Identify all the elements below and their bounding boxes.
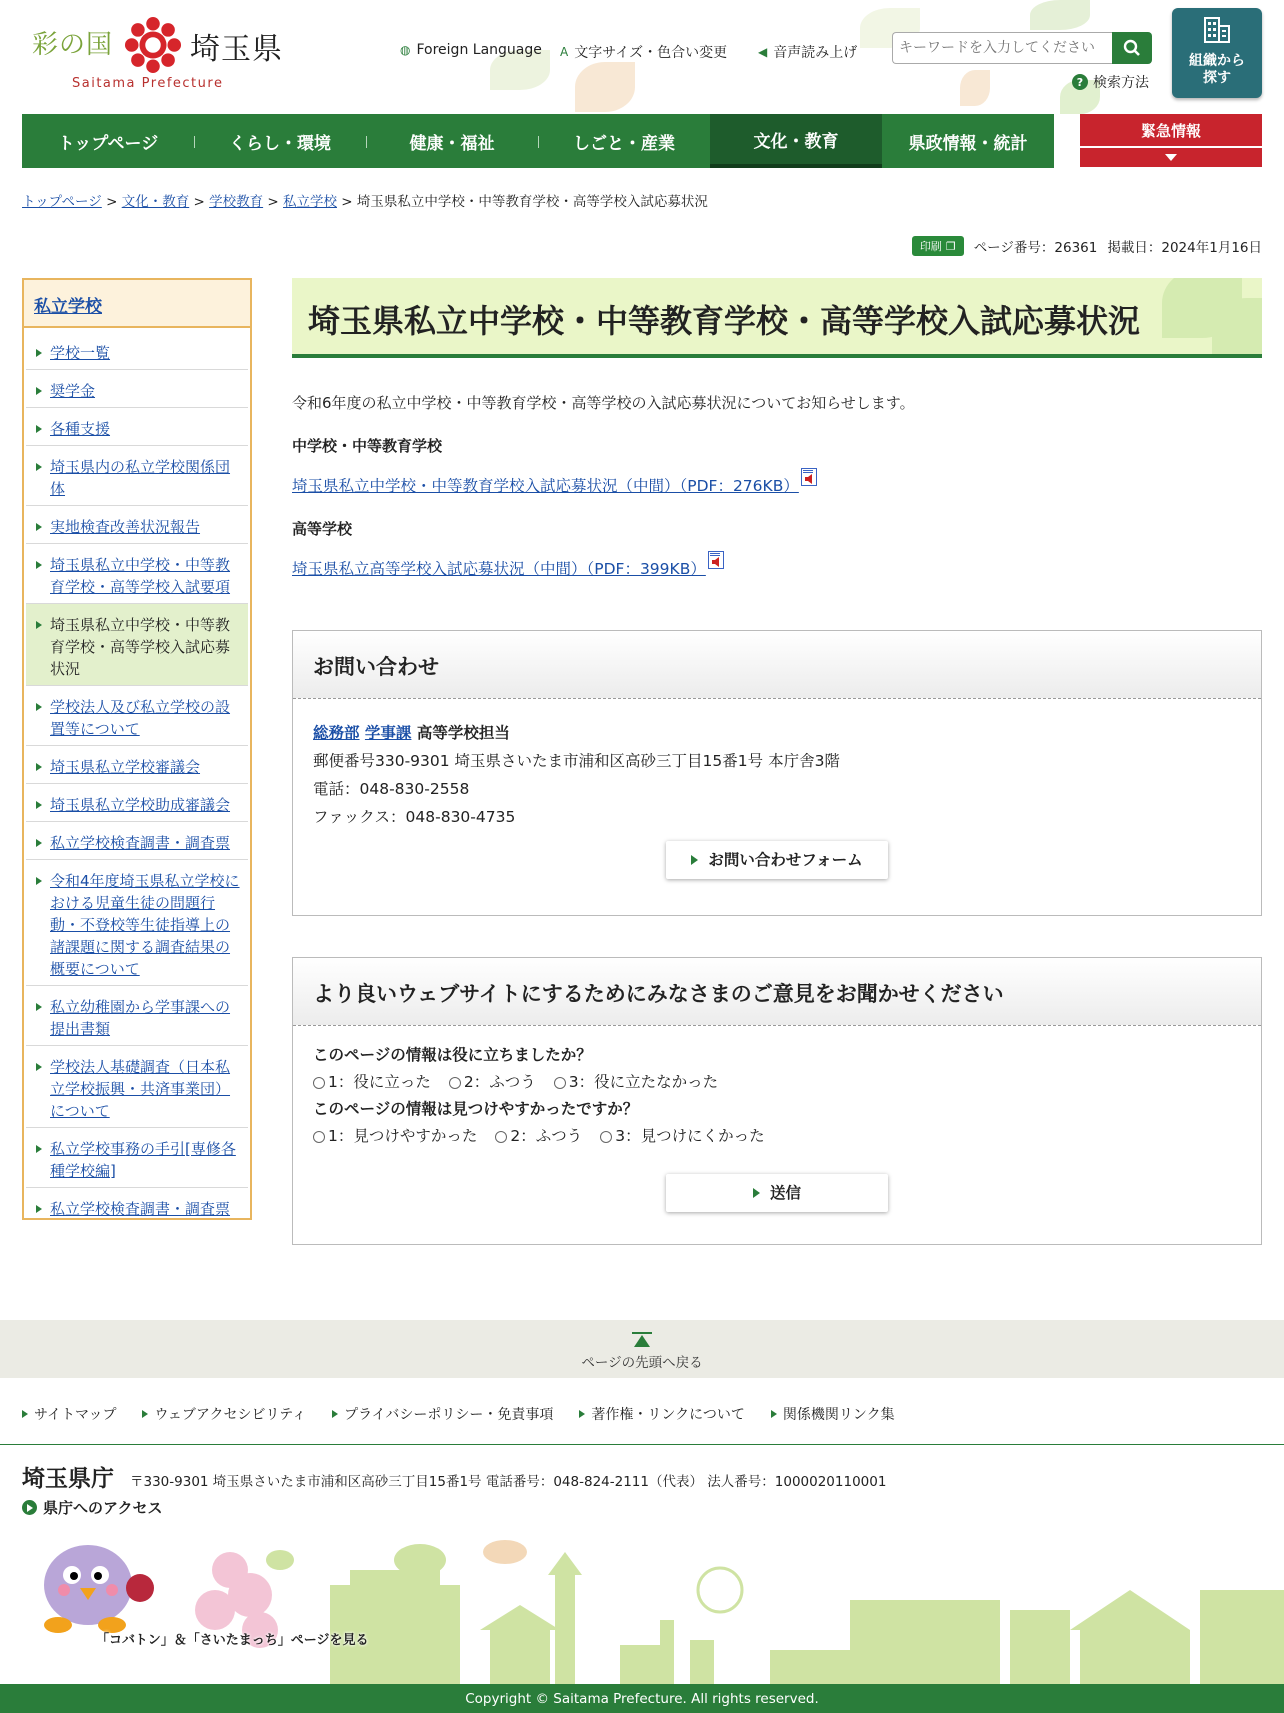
footer-link[interactable] [142,1404,306,1424]
sidebar-item[interactable] [26,686,248,746]
footer-links [22,1404,895,1424]
footer-link-label: 関係機関リンク集 [782,1407,895,1423]
sidebar-item-label: 埼玉県私立中学校・中等教育学校・高等学校入試応募状況 [50,616,231,678]
sidebar-item-current [26,604,248,686]
sidebar-item-label[interactable]: 埼玉県内の私立学校関係団体 [50,458,231,498]
logo-text-english: Saitama Prefecture [72,76,224,91]
nav-health[interactable]: 健康・福祉 [366,114,538,168]
feedback-question-1: このページの情報は役に立ちましたか？ [313,1046,592,1064]
radio-option[interactable] [313,1123,477,1150]
page-number: ページ番号：26361 [973,240,1098,256]
radio-button[interactable] [313,1131,325,1143]
sidebar-item[interactable] [26,746,248,784]
breadcrumb-current: 埼玉県私立中学校・中等教育学校・高等学校入試応募状況 [356,194,708,210]
sidebar-list [24,328,250,1225]
posted-date: 掲載日：2024年1月16日 [1107,240,1262,256]
radio-option[interactable] [600,1123,764,1150]
logo-text-sainokuni: 彩の国 [32,30,114,60]
print-button[interactable] [912,236,964,256]
radio-label: 3：役に立たなかった [568,1073,719,1091]
submit-button[interactable] [666,1174,888,1212]
office-address: 〒330-9301 埼玉県さいたま市浦和区高砂三丁目15番1号 電話番号：048-824-2111（代表） 法人番号：1000020110001 [130,1474,887,1490]
leaf-decoration [960,70,990,106]
access-link[interactable] [22,1497,163,1518]
arrow-right-icon [753,1188,760,1198]
sidebar-item-label[interactable]: 学校一覧 [50,344,111,362]
window-icon: ❐ [945,239,956,253]
arrow-right-icon [771,1410,777,1418]
townscape-illustration [0,1530,1284,1685]
font-size-color-label: 文字サイズ・色合い変更 [574,45,728,61]
nav-culture-education[interactable]: 文化・教育 [710,114,882,168]
radio-button[interactable] [600,1131,612,1143]
sidebar-item[interactable] [26,1188,248,1225]
foreign-language-label: Foreign Language [416,42,542,58]
mascot-caption-label: 「コバトン」＆「さいたまっち」ページを見る [96,1633,369,1648]
pdf-link-row [292,557,1262,579]
radio-button[interactable] [554,1077,566,1089]
radio-button[interactable] [313,1077,325,1089]
sidebar-item-label[interactable]: 私立学校検査調書・調査票 [50,834,231,852]
sidebar-item-label[interactable]: 令和4年度埼玉県私立学校における児童生徒の問題行動・不登校等生徒指導上の諸課題に関する調査結果の概要について [50,872,240,978]
sidebar-item[interactable] [26,446,248,506]
globe-icon: ◍ [400,43,411,57]
footer-divider [0,1444,1284,1445]
intro-text: 令和6年度の私立中学校・中等教育学校・高等学校の入試応募状況についてお知らせします。 [292,394,915,412]
contact-form-label: お問い合わせフォーム [708,851,863,869]
section-heading: 中学校・中等教育学校 [292,437,443,455]
contact-fax: ファックス：048-830-4735 [313,808,516,826]
page-title [292,278,1262,358]
footer-link-label: 著作権・リンクについて [591,1407,745,1423]
sidebar-heading-link[interactable]: 私立学校 [34,297,102,317]
radio-option[interactable] [313,1069,431,1096]
radio-label: 1：役に立った [328,1073,431,1091]
org-search-button[interactable] [1172,8,1262,98]
contact-tel: 電話：048-830-2558 [313,780,470,798]
sidebar-item-label[interactable]: 埼玉県私立学校助成審議会 [50,796,231,814]
sidebar-heading [24,280,250,328]
arrow-right-icon [691,855,698,865]
page-title-text: 埼玉県私立中学校・中等教育学校・高等学校入試応募状況 [308,302,1141,340]
leaf-decoration [575,62,635,112]
breadcrumb-link[interactable]: 私立学校 [283,194,338,210]
chevron-down-icon [1165,154,1177,161]
submit-label: 送信 [769,1183,801,1202]
sidebar-item-label[interactable]: 私立学校検査調書・調査票 [50,1200,231,1218]
sidebar-item-label[interactable]: 学校法人及び私立学校の設置等について [50,698,231,738]
feedback-heading: より良いウェブサイトにするためにみなさまのご意見をお聞かせください [293,958,1261,1026]
feedback-body [293,1026,1261,1232]
breadcrumb-link[interactable]: トップページ [22,194,102,210]
arrow-right-icon [332,1410,338,1418]
mascot-kobaton [44,1545,154,1633]
sidebar-item-label[interactable]: 奨学金 [50,382,96,400]
mascot-page-link[interactable] [96,1632,368,1649]
radio-option[interactable] [449,1069,536,1096]
radio-label: 1：見つけやすかった [328,1127,478,1145]
radio-label: 2：ふつう [463,1073,536,1091]
sidebar-item-label[interactable]: 埼玉県私立中学校・中等教育学校・高等学校入試要項 [50,556,231,596]
sidebar-item-label[interactable]: 各種支援 [50,420,111,438]
pdf-link[interactable]: 埼玉県私立高等学校入試応募状況（中間）（PDF：399KB） [292,560,706,578]
contact-address: 郵便番号330-9301 埼玉県さいたま市浦和区高砂三丁目15番1号 本庁舎3階 [313,752,840,770]
print-label: 印刷 [919,240,942,253]
site-header [0,0,1284,112]
access-label: 県庁へのアクセス [43,1499,163,1517]
breadcrumb: トップページ > 文化・教育 > 学校教育 > 私立学校 > 埼玉県私立中学校・中等教育学校・高等学校入試応募状況 [22,194,708,210]
search-icon [1123,39,1141,57]
read-aloud-label: 音声読み上げ [773,45,858,61]
nav-prefecture-info[interactable]: 県政情報・統計 [908,133,1028,154]
font-size-color-link[interactable] [560,42,727,62]
radio-option[interactable] [495,1123,582,1150]
arrow-right-icon [22,1410,28,1418]
site-logo[interactable] [32,14,292,94]
page-info [912,236,1262,256]
sidebar-item[interactable] [26,1128,248,1188]
arrow-circle-icon [22,1500,37,1515]
copyright: Copyright © Saitama Prefecture. All rights reserved. [0,1684,1284,1713]
foreign-language-link[interactable] [400,42,542,58]
division-link[interactable]: 学事課 [364,724,412,742]
section-heading: 高等学校 [292,520,353,538]
nav-top[interactable]: トップページ [57,133,159,154]
feedback-options-2 [313,1123,1241,1150]
contact-form-button[interactable] [666,841,888,879]
sidebar-item[interactable] [26,784,248,822]
saitama-emblem-icon [124,16,182,74]
back-to-top-label: ページの先頭へ戻る [581,1355,703,1371]
footer-link-label: プライバシーポリシー・免責事項 [344,1407,554,1423]
arrow-right-icon [142,1410,148,1418]
speaker-icon [801,468,817,486]
search-help-link[interactable] [1072,72,1149,92]
emergency-info-button[interactable] [1080,114,1262,169]
arrow-up-icon [632,1332,652,1348]
feedback-options-1 [313,1069,1241,1096]
footer-link[interactable] [332,1404,553,1424]
sidebar-item-label[interactable]: 私立幼稚園から学事課への提出書類 [50,998,231,1038]
department-link[interactable]: 総務部 [313,724,360,742]
read-aloud-link[interactable] [758,42,857,62]
feedback-box [292,957,1262,1245]
sidebar-item[interactable] [26,332,248,370]
search-button[interactable] [1112,32,1152,64]
breadcrumb-link[interactable]: 文化・教育 [121,194,190,210]
contact-heading: お問い合わせ [293,631,1261,699]
radio-label: 2：ふつう [510,1127,583,1145]
office-info [22,1460,886,1493]
sidebar-item[interactable] [26,986,248,1046]
font-size-icon: A [560,45,569,59]
leaf-decoration [1030,0,1090,30]
emergency-toggle[interactable] [1080,148,1262,167]
org-search-label: 組織から探す [1189,53,1245,86]
sidebar-item[interactable] [26,408,248,446]
section-name: 高等学校担当 [416,724,510,742]
radio-button[interactable] [495,1131,507,1143]
emergency-info-label: 緊急情報 [1080,114,1262,146]
speaker-icon: ◀ [758,45,768,59]
contact-department [313,719,1241,747]
contact-body [293,699,1261,899]
footer-link[interactable] [771,1404,895,1424]
arrow-right-icon [579,1410,585,1418]
global-nav [22,114,1054,168]
radio-option[interactable] [554,1069,718,1096]
back-to-top-link[interactable] [0,1320,1284,1378]
logo-text-saitamaken: 埼玉県 [190,32,283,67]
building-icon [1202,16,1232,44]
footer-link[interactable] [579,1404,744,1424]
nav-living[interactable]: くらし・環境 [194,114,366,168]
footer-link-label: サイトマップ [34,1407,117,1423]
sidebar-item-label[interactable]: 埼玉県私立学校審議会 [50,758,201,776]
sidebar-item-label[interactable]: 実地検査改善状況報告 [50,518,201,536]
question-icon: ? [1072,74,1088,90]
office-name: 埼玉県庁 [22,1466,114,1492]
search-help-label: 検索方法 [1093,75,1149,91]
contact-box [292,630,1262,916]
main-content [292,278,1262,579]
search-input[interactable] [892,32,1112,64]
sidebar-item[interactable] [26,544,248,604]
sidebar-item[interactable] [26,860,248,986]
pdf-link-row [292,474,1262,496]
sidebar-item[interactable] [26,506,248,544]
footer-link[interactable] [22,1404,116,1424]
feedback-question-2: このページの情報は見つけやすかったですか？ [313,1100,639,1118]
sidebar-item[interactable] [26,822,248,860]
breadcrumb-link[interactable]: 学校教育 [209,194,264,210]
radio-label: 3：見つけにくかった [615,1127,765,1145]
sidebar-item[interactable] [26,1046,248,1128]
nav-work[interactable]: しごと・産業 [538,114,710,168]
sidebar-item-label[interactable]: 私立学校事務の手引[専修各種学校編] [50,1140,236,1180]
sidebar-item-label[interactable]: 学校法人基礎調査（日本私立学校振興・共済事業団）について [50,1058,231,1120]
site-search [892,32,1152,64]
radio-button[interactable] [449,1077,461,1089]
speaker-icon [708,551,724,569]
footer-link-label: ウェブアクセシビリティ [154,1407,307,1423]
sidebar-item[interactable] [26,370,248,408]
sidebar [22,278,252,1220]
pdf-link[interactable]: 埼玉県私立中学校・中等教育学校入試応募状況（中間）（PDF：276KB） [292,477,799,495]
